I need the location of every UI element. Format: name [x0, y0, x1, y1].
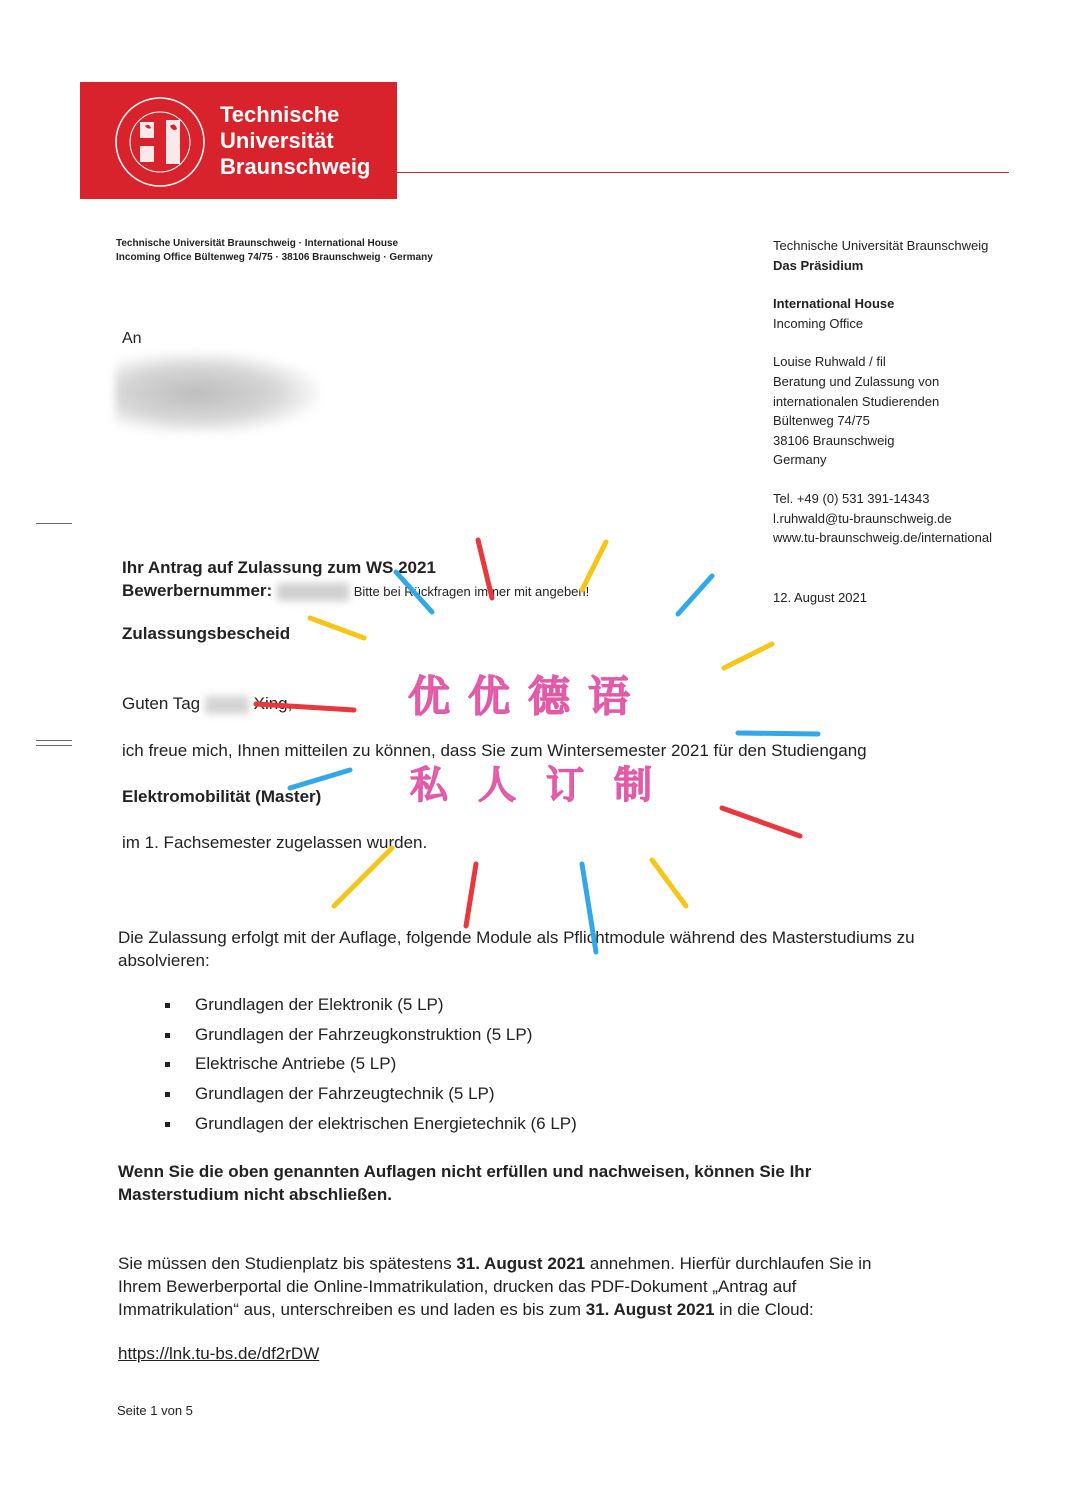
- university-name: [220, 102, 370, 180]
- redacted-recipient-address: [115, 352, 320, 434]
- contact-department: Das Präsidium: [773, 257, 864, 273]
- acceptance-text: [118, 1252, 918, 1321]
- punch-mark: [36, 745, 72, 746]
- contact-country: Germany: [773, 452, 827, 468]
- acceptance-part: annehmen. Hierfür durchlaufen Sie in Ihrem Bewerberportal die Online-Immatrikulation, drucken das PDF-Dokument „Antrag auf Immatrikulation“ aus, unterschreiben es und laden es bis zum: [118, 1254, 872, 1319]
- recipient-label: An: [122, 330, 142, 347]
- contact-office-sub: Incoming Office: [773, 315, 864, 331]
- punch-mark: [36, 740, 72, 741]
- list-item: Grundlagen der elektrischen Energietechnik (6 LP): [165, 1109, 577, 1139]
- contact-website[interactable]: www.tu-braunschweig.de/international: [773, 530, 992, 546]
- deadline-date: 31. August 2021: [585, 1300, 715, 1319]
- contact-email[interactable]: l.ruhwald@tu-braunschweig.de: [773, 510, 952, 526]
- contact-phone: Tel. +49 (0) 531 391-14343: [773, 490, 930, 506]
- list-item: Grundlagen der Fahrzeugkonstruktion (5 LP): [165, 1020, 577, 1050]
- contact-office-title: International House: [773, 296, 895, 312]
- letter-subject: [122, 556, 589, 603]
- subject-line: Ihr Antrag auf Zulassung zum WS 2021: [122, 558, 436, 577]
- admission-text: ich freue mich, Ihnen mitteilen zu können, dass Sie zum Wintersemester 2021 für den Studiengang: [122, 741, 867, 760]
- warning-text: Wenn Sie die oben genannten Auflagen nicht erfüllen und nachweisen, können Sie Ihr Masterstudium nicht abschließen.: [118, 1162, 812, 1204]
- applicant-number-line: [122, 579, 589, 603]
- list-item: Elektrische Antriebe (5 LP): [165, 1049, 577, 1079]
- applicant-number-label: Bewerbernummer:: [122, 581, 273, 600]
- watermark-line-2: 私人订制: [410, 763, 683, 807]
- page-number: Seite 1 von 5: [117, 1403, 193, 1418]
- cloud-link[interactable]: https://lnk.tu-bs.de/df2rDW: [118, 1344, 320, 1363]
- university-seal-icon: [110, 86, 210, 194]
- greeting-start: Guten Tag: [122, 694, 201, 713]
- list-item: Grundlagen der Elektronik (5 LP): [165, 990, 577, 1020]
- acceptance-part: Sie müssen den Studienplatz bis spätestens: [118, 1254, 457, 1273]
- logo-line-1: Technische: [220, 102, 340, 127]
- contact-role-1: Beratung und Zulassung von: [773, 373, 940, 389]
- program-name: Elektromobilität (Master): [122, 787, 322, 806]
- letter-heading: Zulassungsbescheid: [122, 624, 291, 643]
- stroke-mark: [290, 770, 350, 788]
- greeting-end: Xing,: [253, 694, 293, 713]
- stroke-mark: [724, 644, 772, 668]
- acceptance-part: in die Cloud:: [714, 1300, 814, 1319]
- condition-text: Die Zulassung erfolgt mit der Auflage, folgende Module als Pflichtmodule während des Masterstudiums zu absolvieren:: [118, 928, 915, 970]
- deadline-date: 31. August 2021: [456, 1254, 586, 1273]
- redacted-applicant-number: [277, 583, 349, 601]
- contact-block: [773, 236, 1033, 607]
- logo-line-3: Braunschweig: [220, 154, 371, 179]
- stroke-mark: [310, 618, 364, 638]
- stroke-mark: [652, 860, 686, 906]
- greeting: [122, 694, 292, 714]
- fold-mark: [36, 523, 72, 524]
- contact-person: Louise Ruhwald / fil: [773, 354, 886, 370]
- header-rule: [397, 172, 1009, 173]
- contact-role-2: internationalen Studierenden: [773, 393, 940, 409]
- stroke-mark: [678, 576, 712, 614]
- semester-text: im 1. Fachsemester zugelassen wurden.: [122, 833, 428, 852]
- watermark-line-1: 优优德语: [408, 672, 649, 721]
- stroke-mark: [466, 864, 476, 926]
- stroke-mark: [334, 848, 392, 906]
- list-item: Grundlagen der Fahrzeugtechnik (5 LP): [165, 1079, 577, 1109]
- contact-institution: Technische Universität Braunschweig: [773, 238, 989, 253]
- letter-date: 12. August 2021: [773, 589, 867, 605]
- stroke-mark: [722, 808, 800, 836]
- contact-street: Bültenweg 74/75: [773, 413, 870, 429]
- applicant-note: Bitte bei Rückfragen immer mit angeben!: [353, 584, 590, 599]
- stroke-mark: [738, 733, 818, 734]
- sender-line-2: Incoming Office Bültenweg 74/75 · 38106 Braunschweig · Germany: [116, 252, 433, 263]
- sender-line-1: Technische Universität Braunschweig · International House: [116, 238, 399, 249]
- sender-address-line: [116, 237, 433, 265]
- module-list: [165, 990, 577, 1139]
- redacted-name: [205, 696, 249, 714]
- contact-city: 38106 Braunschweig: [773, 432, 895, 448]
- logo-line-2: Universität: [220, 128, 334, 153]
